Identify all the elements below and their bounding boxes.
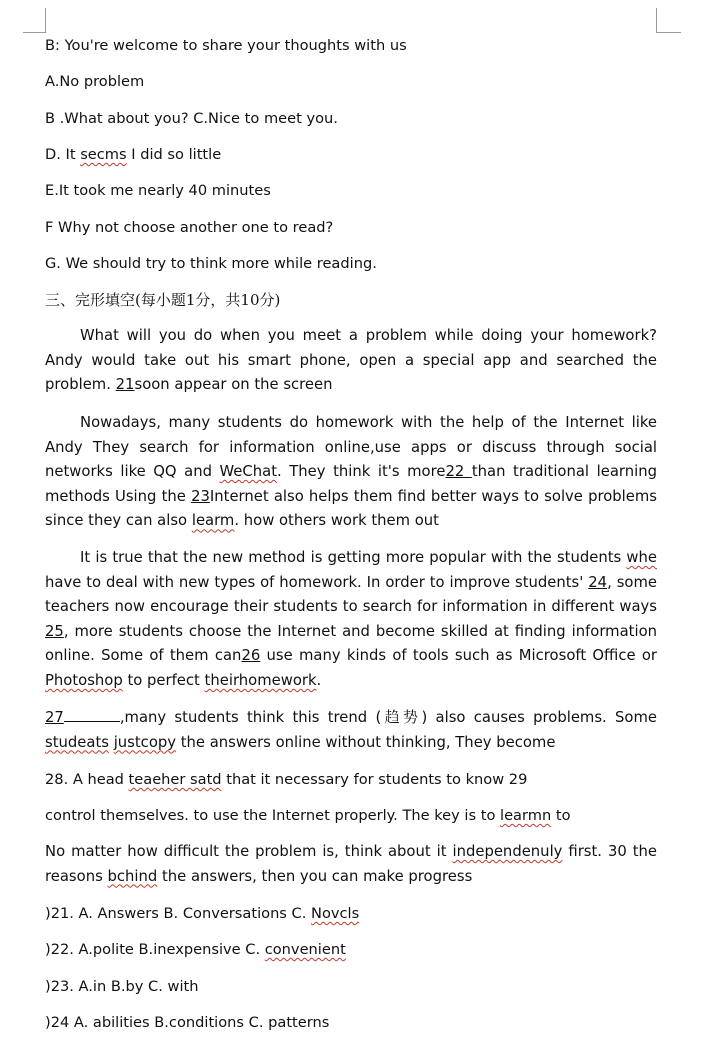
dialogue-line-b: B: You're welcome to share your thoughts with us xyxy=(45,37,407,54)
blank-22: 22 xyxy=(445,463,472,481)
option-f: F Why not choose another one to read? xyxy=(45,219,334,236)
question-24: )24 A. abilities B.conditions C. patterns xyxy=(45,1014,330,1031)
option-d: D. It secms I did so little xyxy=(45,146,222,163)
option-e: E.It took me nearly 40 minutes xyxy=(45,182,271,199)
blank-21: 21 xyxy=(115,376,135,394)
blank-25: 25 xyxy=(45,622,64,640)
page-corner-mark-left xyxy=(23,8,46,33)
section-heading: 三、完形填空(每小题1分，共10分) xyxy=(45,291,281,309)
blank-26: 26 xyxy=(241,647,261,665)
page-corner-mark-right xyxy=(656,8,681,33)
blank-27: 27 xyxy=(45,709,64,726)
passage-paragraph-7: No matter how difficult the problem is, think about it independenuly first. 30 the reasons bchind the answers, then you can make progress xyxy=(45,843,657,885)
option-b-c: B .What about you? C.Nice to meet you. xyxy=(45,110,338,127)
passage-line-control: control themselves. to use the Internet properly. The key is to learmn to xyxy=(45,807,571,824)
spelling-flag: secms xyxy=(80,146,127,163)
passage-line-28: 28. A head teaeher satd that it necessary for students to know 29 xyxy=(45,771,528,788)
question-23: )23. A.in B.by C. with xyxy=(45,978,199,995)
passage-paragraph-4: 27 ,many students think this trend (趋势) also causes problems. Some studeats justcopy the answers online without thinking, They become xyxy=(45,709,657,751)
blank-24: 24 xyxy=(588,573,608,591)
question-21: )21. A. Answers B. Conversations C. Novcls xyxy=(45,905,360,922)
option-g: G. We should try to think more while reading. xyxy=(45,255,377,272)
passage-paragraph-1: What will you do when you meet a problem while doing your homework? Andy would take out his smart phone, open a special app and searched the problem. 21soon appear on the screen xyxy=(45,327,657,394)
passage-paragraph-3: It is true that the new method is getting more popular with the students whe have to deal with new types of homework. In order to improve students' 24, some teachers now encourage their students to search for information in different ways 25, more students choose the Internet and become skilled at finding information online. Some of them can26 use many kinds of tools such as Microsoft Office or Photoshop to perfect theirhomework. xyxy=(45,549,657,689)
blank-27-line xyxy=(64,720,120,722)
blank-23: 23 xyxy=(191,487,210,505)
question-22: )22. A.polite B.inexpensive C. convenient xyxy=(45,941,346,958)
passage-paragraph-2: Nowadays, many students do homework with the help of the Internet like Andy They search for information online,use apps or discuss through social networks like QQ and WeChat. They think it's more22 than traditional learning methods Using the 23Internet also helps them find better ways to solve problems since they can also learm. how others work them out xyxy=(45,414,658,530)
option-a: A.No problem xyxy=(45,73,145,90)
